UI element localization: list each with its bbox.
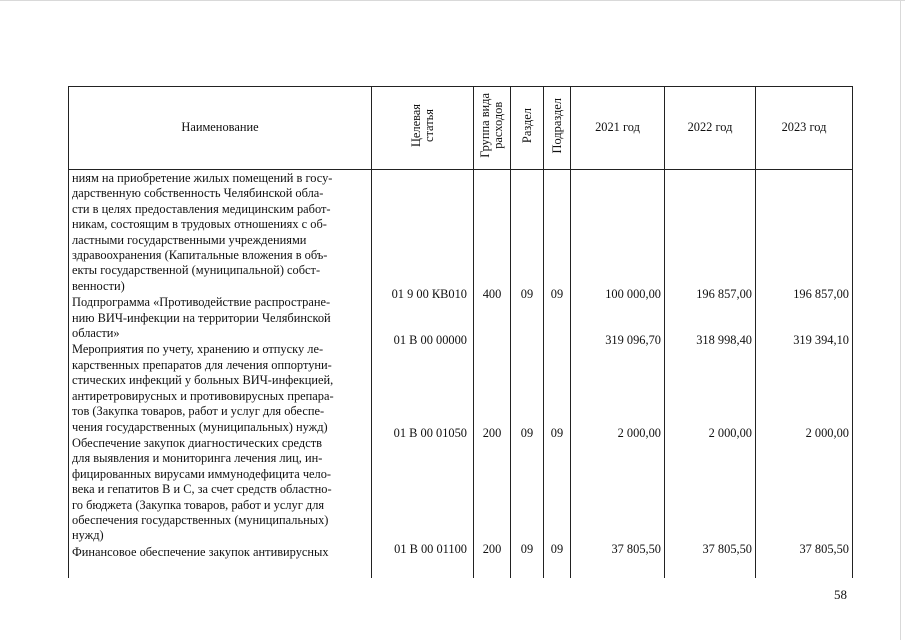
row-4-section: 09	[520, 542, 534, 556]
row-2-2023: 319 394,10	[793, 333, 849, 347]
section-column	[511, 170, 544, 579]
row-4-2022: 37 805,50	[702, 542, 752, 556]
row-3-code: 01 В 00 01050	[393, 426, 467, 440]
row-1-section: 09	[520, 287, 534, 301]
header-subsection-label: Подраздел	[549, 98, 564, 154]
row-2-2021: 319 096,70	[605, 333, 661, 347]
row-name-1: ниям на приобретение жилых помещений в госу- дарственную собственность Челябинской обла- сти в целях предоставления медицинским работ- никам, состоящим в трудовых отношениях с об- ластными государственными учреждениями здравоохранения (Капитальные вложения в объ- екты государственной (муниципальной) собст- венности)	[72, 171, 333, 293]
row-4-2023: 37 805,50	[799, 542, 849, 556]
table-body	[69, 170, 853, 579]
row-3-group: 200	[482, 426, 502, 440]
row-1-subsection: 09	[550, 287, 564, 301]
row-1-2022: 196 857,00	[696, 287, 752, 301]
row-2-2022: 318 998,40	[696, 333, 752, 347]
row-4-subsection: 09	[550, 542, 564, 556]
name-column	[69, 170, 372, 579]
budget-table	[68, 86, 853, 578]
row-name-3: Мероприятия по учету, хранению и отпуску ле- карственных препаратов для лечения оппортуни- стических инфекций у больных ВИЧ-инфекцией, антиретровирусных и противовирусных препара- тов (Закупка товаров, работ и услуг для обеспе- чения государственных (муниципальных) нужд)	[72, 342, 334, 434]
header-2023	[756, 87, 853, 170]
row-1-group: 400	[482, 287, 502, 301]
header-2021	[571, 87, 665, 170]
row-name-2: Подпрограмма «Противодействие распростране- нию ВИЧ-инфекции на территории Челябинской области»	[72, 295, 331, 341]
header-target-article	[372, 87, 474, 170]
page-edge-right	[900, 0, 901, 640]
row-3-subsection: 09	[550, 426, 564, 440]
page-number: 58	[834, 587, 847, 602]
row-3-2022: 2 000,00	[708, 426, 752, 440]
header-name-label: Наименование	[181, 120, 259, 135]
row-name-4: Обеспечение закупок диагностических средств для выявления и мониторинга лечения лиц, ин- фицированных вирусами иммунодефицита чело- века и гепатитов В и С, за счет средств областно- го бюджета (Закупка товаров, работ и услуг для обеспечения государственных (муниципальных) нужд)	[72, 435, 332, 543]
subsection-column	[544, 170, 571, 579]
header-2021-label: 2021 год	[595, 120, 640, 135]
header-subsection	[544, 87, 571, 170]
row-3-section: 09	[520, 426, 534, 440]
header-section-label: Раздел	[519, 108, 534, 144]
header-target-article-label: Целевая статья	[408, 104, 436, 148]
expense-group-column	[474, 170, 511, 579]
row-4-group: 200	[482, 542, 502, 556]
row-2-code: 01 В 00 00000	[393, 333, 467, 347]
row-1-2023: 196 857,00	[793, 287, 849, 301]
header-expense-group	[474, 87, 511, 170]
row-1-2021: 100 000,00	[605, 287, 661, 301]
header-2022-label: 2022 год	[687, 120, 733, 135]
header-expense-group-label: Группа вида расходов	[478, 93, 505, 159]
row-3-2021: 2 000,00	[617, 426, 661, 440]
header-2022	[665, 87, 756, 170]
header-name	[69, 87, 372, 170]
row-3-2023: 2 000,00	[805, 426, 849, 440]
year-2021-column	[571, 170, 665, 579]
table-header-row	[69, 87, 853, 170]
row-4-code: 01 В 00 01100	[394, 542, 467, 556]
row-name-5: Финансовое обеспечение закупок антивирусных	[72, 544, 329, 559]
header-2023-label: 2023 год	[781, 120, 827, 135]
row-4-2021: 37 805,50	[611, 542, 661, 556]
row-1-code: 01 9 00 КВ010	[391, 287, 467, 301]
year-2023-column	[756, 170, 853, 579]
header-section	[511, 87, 544, 170]
page-edge-top	[0, 0, 905, 1]
target-article-column	[372, 170, 474, 579]
year-2022-column	[665, 170, 756, 579]
